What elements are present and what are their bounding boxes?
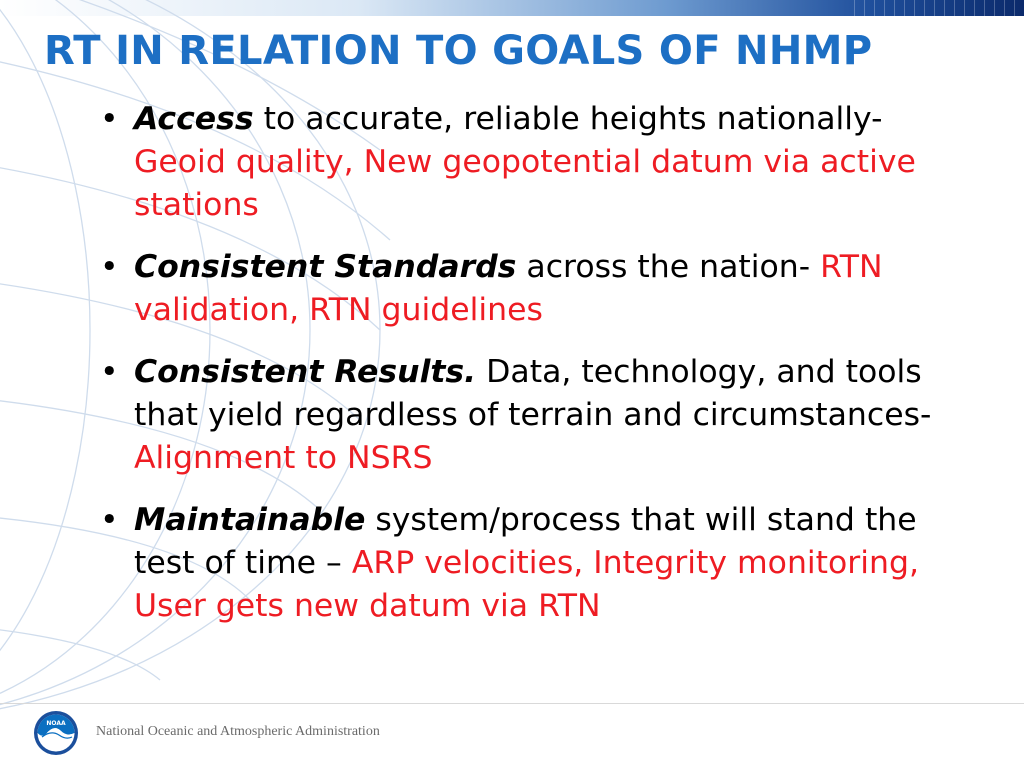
bullet-dot: • <box>100 502 119 538</box>
bullet-lead: Consistent Results. <box>134 354 477 390</box>
bullet-item-access <box>100 98 980 227</box>
bullet-body: to accurate, reliable heights nationally- <box>253 101 883 137</box>
bullet-item-consistent-standards <box>100 246 980 332</box>
bullet-item-consistent-results <box>100 351 980 480</box>
bullet-highlight: RTN validation, RTN guidelines <box>134 249 883 328</box>
bullet-body: across the nation- <box>516 249 821 285</box>
slide-title: RT IN RELATION TO GOALS OF NHMP <box>44 28 873 74</box>
bullet-highlight: Geoid quality, New geopotential datum via active stations <box>134 144 916 223</box>
bullet-highlight: ARP velocities, Integrity monitoring, User gets new datum via RTN <box>134 545 919 624</box>
footer-divider <box>0 703 1024 704</box>
noaa-logo-icon <box>33 710 79 756</box>
footer-organization-name: National Oceanic and Atmospheric Administration <box>96 724 380 739</box>
bullet-list <box>100 98 980 647</box>
top-bar-grid-pattern <box>854 0 1024 16</box>
bullet-dot: • <box>100 249 119 285</box>
bullet-body: Data, technology, and tools that yield regardless of terrain and circumstances- <box>134 354 932 433</box>
noaa-logo-lettering: NOAA <box>46 720 66 727</box>
bullet-dot: • <box>100 101 119 137</box>
bullet-lead: Consistent Standards <box>134 249 517 285</box>
bullet-lead: Access <box>134 101 254 137</box>
bullet-body: system/process that will stand the test of time – <box>134 502 917 581</box>
bullet-lead: Maintainable <box>134 502 366 538</box>
bullet-dot: • <box>100 354 119 390</box>
bullet-highlight: Alignment to NSRS <box>134 440 433 476</box>
bullet-item-maintainable <box>100 499 980 628</box>
